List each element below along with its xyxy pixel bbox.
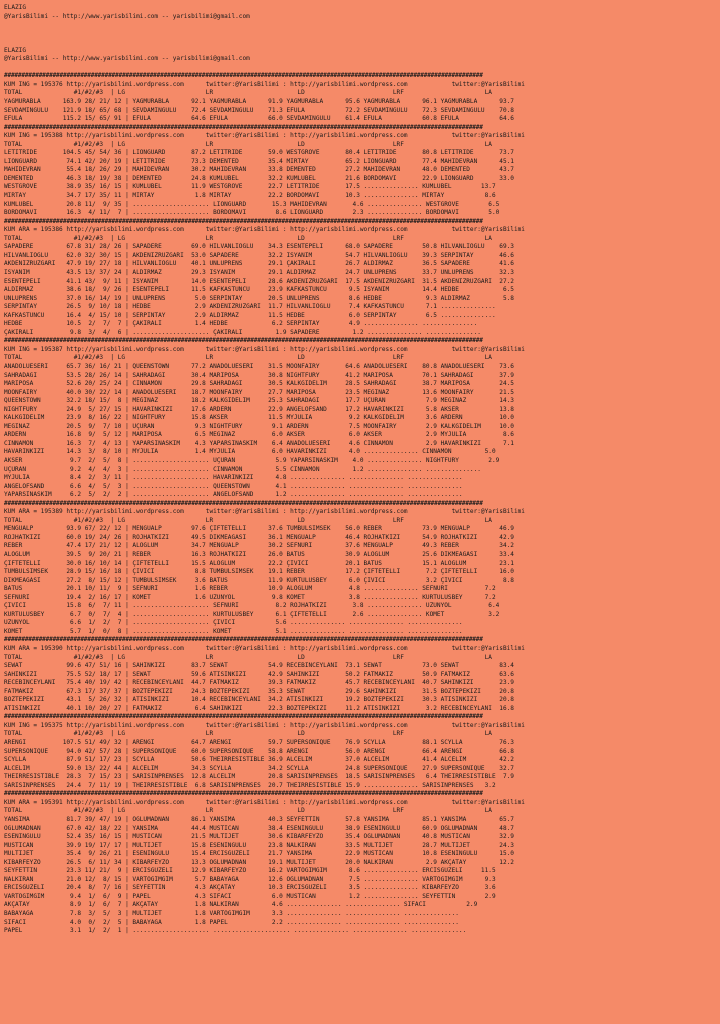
text-line: ÇAKIRALI 9.8 3/ 4/ 6 | ..................... ÇAKIRALI 1.9 SAPADERE 1.2 ............... ...............	[4, 328, 481, 336]
text-line: ÜNLÜPRENS 37.0 16/ 14/ 19 | ÜNLÜPRENS 5.0 SERPINTAY 20.5 ÜNLÜPRENS 8.6 HEDBE 9.3 ALDIRMAZ 5.8	[4, 294, 514, 302]
text-line: ISYANIM 43.5 13/ 37/ 24 | ALDIRMAZ 29.3 ISYANIM 29.1 ALDIRMAZ 24.7 ÜNLÜPRENS 33.7 ÜNLÜPRENS 32.3	[4, 268, 514, 276]
text-line: KUM ARA = 195390 http://yarisbilimi.wordpress.com twitter:@YarisBilimi : http://yarisbilimi.wordpress.com twitter:@YarisBilimi	[4, 645, 525, 653]
text-line: SAHRADAGI 53.5 28/ 26/ 14 | SAHRADAGI 30.4 MARIPOSA 30.8 NIGHTFURY 41.2 MARIPOSA 70.1 SAHRADAGI 37.9	[4, 371, 514, 379]
text-line: KUMLUBEL 20.8 11/ 9/ 35 | ..................... LIONGUARD 15.3 MAHIDEVRAN 4.6 ............... WESTGROVE 6.5	[4, 200, 500, 208]
text-line: BABAYAGA 7.8 3/ 5/ 3 | MULTIJET 1.8 VARTOGIMGIM 3.3 ............... ............... ...............	[4, 909, 459, 917]
text-line: AKDENIZRÜZGARI 47.9 19/ 27/ 18 | HILVANLIOGLU 40.1 ÜNLÜPRENS 29.1 ÇAKIRALI 26.7 ALDIRMAZ 36.5 SAPADERE 41.6	[4, 260, 514, 268]
text-line: KIBARFEYZO 26.5 6/ 11/ 34 | KIBARFEYZO 13.3 OGLUMADNAN 19.1 MULTIJET 20.0 NALKIRAN 2.9 AKÇATAY 12.2	[4, 858, 514, 866]
text-line: QUEENSTOWN 32.2 18/ 15/ 8 | MEGINAZ 18.2 KALKGIDELIM 25.3 SAHRADAGI 17.7 UÇURAN 7.9 MEGINAZ 14.3	[4, 397, 514, 405]
text-line: ARENGI 107.5 51/ 49/ 32 | ARENGI 64.7 ARENGI 59.7 SUPERSONIQUE 76.9 SCYLLA 88.1 SCYLLA 76.3	[4, 739, 514, 747]
separator-line: ##########################################################################################################################################	[4, 337, 483, 345]
text-line: KUM ING = 195375 http://yarisbilimi.wordpress.com twitter:@YarisBilimi : http://yarisbilimi.wordpress.com twitter:@YarisBilimi	[4, 721, 525, 729]
text-line: BOZTEPEKIZI 43.1 5/ 26/ 32 | ATISINKIZI 10.4 RECEBINCEYLANI 34.2 ATISINKIZI 19.2 BOZTEPEKIZI 30.3 ATISINKIZI 20.8	[4, 696, 514, 704]
text-line: HAVARINKIZI 14.3 3/ 8/ 10 | MYJULIA 1.4 MYJULIA 6.0 HAVARINKIZI 4.0 ............... CINNAMON 5.0	[4, 448, 496, 456]
text-line: UZUNYOL 6.6 1/ 2/ 7 | ..................... ÇIVICI 5.6 ............... ............... ...............	[4, 619, 463, 627]
text-line: ERCISGÜZELI 20.4 8/ 7/ 16 | SEYFETTIN 4.3 AKÇATAY 10.3 ERCISGÜZELI 3.5 ............... KIBARFEYZO 3.6	[4, 884, 496, 892]
text-line: TOTAL #1/#2/#3 | LG LR LD LRF LA	[4, 730, 492, 738]
text-line: CINNAMON 16.3 7/ 4/ 13 | YAPARSINASKIM 4.3 YAPARSINASKIM 6.4 ANADOLUESERI 4.6 CINNAMON 2.9 HAVARINKIZI 7.1	[4, 439, 514, 447]
text-line: HEDBE 10.5 2/ 7/ 7 | ÇAKIRALI 1.4 HEDBE 6.2 SERPINTAY 4.9 ............... ...............	[4, 320, 478, 328]
text-line: KUM ARA = 195391 http://yarisbilimi.wordpress.com twitter:@YarisBilimi : http://yarisbilimi.wordpress.com twitter:@YarisBilimi	[4, 798, 525, 806]
text-line: REBER 47.4 17/ 21/ 12 | ALOGLUM 34.7 MENGÜALP 30.2 SEFNURI 37.6 MENGÜALP 49.3 REBER 34.2	[4, 542, 514, 550]
text-line: ALDIRMAZ 38.6 18/ 9/ 26 | ESENTEPELI 11.5 KAFKASTUNCU 23.9 KAFKASTUNCU 9.5 ISYANIM 14.4 HEDBE 6.5	[4, 286, 514, 294]
text-line: DIKMEAGASI 27.2 8/ 15/ 12 | TUMBULSIMSEK 3.6 BATUS 11.9 KURTULUSBEY 6.0 ÇIVICI 3.2 ÇIVICI 8.8	[4, 576, 514, 584]
text-line: PAPEL 3.1 1/ 2/ 1 | ..................... ..................... ............... ............... ...............	[4, 927, 467, 935]
text-line: ELAZIG	[4, 4, 27, 11]
text-line	[4, 30, 716, 39]
text-line: SIFACI 4.0 0/ 2/ 5 | BABAYAGA 1.8 PAPEL 2.2 ............... ............... ...............	[4, 918, 459, 926]
separator-line: ##########################################################################################################################################	[4, 72, 483, 80]
text-line: DEMENTED 46.3 18/ 19/ 38 | DEMENTED 24.8 KUMLUBEL 32.2 KUMLUBEL 21.6 BORDOMAVI 22.9 LIONGUARD 33.0	[4, 174, 514, 182]
text-line: TOTAL #1/#2/#3 | LG LR LD LRF LA	[4, 140, 492, 148]
text-line: THEIRRESISTIBLE 28.3 7/ 15/ 23 | SARISINPRENSES 12.8 ALCELIM 20.8 SARISINPRENSES 18.5 SARISINPRENSES 6.4 THEIRRESISTIBLE 7.9	[4, 773, 514, 781]
text-line: RECEBINCEYLANI 75.4 40/ 19/ 42 | RECEBINCEYLANI 44.7 FATMAKIZ 39.3 FATMAKIZ 45.7 RECEBINCEYLANI 40.7 SAHINKIZI 23.9	[4, 679, 514, 687]
text-line: SARISINPRENSES 24.4 7/ 11/ 19 | THEIRRESISTIBLE 6.8 SARISINPRENSES 20.7 THEIRRESISTIBLE 15.9 ............... SARISINPRENSES 3.2	[4, 781, 496, 789]
text-line: KUM ARA = 195389 http://yarisbilimi.wordpress.com twitter:@YarisBilimi : http://yarisbilimi.wordpress.com twitter:@YarisBilimi	[4, 508, 525, 516]
text-line: ALOGLUM 39.5 9/ 20/ 21 | REBER 16.3 ROJHATKIZI 26.0 BATUS 30.9 ALOGLUM 25.6 DIKMEAGASI 33.4	[4, 551, 514, 558]
text-line: LIONGUARD 74.1 42/ 20/ 19 | LETITRIDE 73.3 DEMENTED 35.4 MIRTAY 65.2 LIONGUARD 77.4 MAHIDEVRAN 45.1	[4, 157, 514, 165]
text-line: KOMET 5.7 1/ 0/ 8 | ..................... KOMET 5.1 ............... ............... ...............	[4, 627, 463, 635]
text-line: SERPINTAY 26.5 9/ 10/ 18 | HEDBE 2.9 AKDENIZRÜZGARI 11.7 HILVANLIOGLU 7.4 KAFKASTUNCU 7.1 ...............	[4, 303, 496, 311]
text-line: LETITRIDE 104.5 45/ 54/ 36 | LIONGUARD 87.2 LETITRIDE 59.0 WESTGROVE 80.4 LETITRIDE 80.8 LETITRIDE 73.7	[4, 149, 514, 157]
text-line: TOTAL #1/#2/#3 | LG LR LD LRF LA	[4, 653, 492, 661]
text-line: SEYFETTIN 23.3 11/ 21/ 9 | ERCISGÜZELI 12.9 KIBARFEYZO 16.2 VARTOGIMGIM 8.6 ............... ERCISGÜZELI 11.5	[4, 867, 496, 875]
text-line: ÇIVICI 15.8 6/ 7/ 11 | ..................... SEFNURI 8.2 ROJHATKIZI 3.8 ............... UZUNYOL 6.4	[4, 602, 500, 610]
text-line: KUM ARA = 195386 http://yarisbilimi.wordpress.com twitter:@YarisBilimi : http://yarisbilimi.wordpress.com twitter:@YarisBilimi	[4, 226, 525, 234]
text-line	[4, 21, 716, 30]
text-line: TOTAL #1/#2/#3 | LG LR LD LRF LA	[4, 234, 492, 242]
text-line: ÇIFTETELLI 30.0 16/ 10/ 14 | ÇIFTETELLI 15.5 ALOGLUM 22.2 ÇIVICI 20.1 BATUS 15.1 ALOGLUM 23.1	[4, 559, 514, 567]
text-line: YANSIMA 81.7 39/ 47/ 19 | OGLUMADNAN 86.1 YANSIMA 40.3 SEYFETTIN 57.8 YANSIMA 85.1 YANSIMA 65.7	[4, 815, 514, 823]
text-line: TUMBULSIMSEK 28.9 15/ 16/ 18 | ÇIVICI 8.8 TUMBULSIMSEK 19.1 REBER 17.2 ÇIFTETELLI 7.2 ÇIFTETELLI 16.0	[4, 568, 514, 576]
text-line	[4, 64, 716, 73]
text-line	[4, 38, 716, 47]
text-line: KURTULUSBEY 6.7 0/ 7/ 4 | ..................... KURTULUSBEY 6.1 ÇIFTETELLI 2.6 ............... KOMET 3.2	[4, 610, 500, 618]
text-line: ANGELOFSAND 6.6 4/ 5/ 3 | ..................... QUEENSTOWN 4.1 ............... ............... ...............	[4, 482, 463, 490]
text-line: FATMAKIZ 67.3 17/ 37/ 37 | BOZTEPEKIZI 24.3 BOZTEPEKIZI 35.3 SEWAT 29.6 SAHINKIZI 31.5 BOZTEPEKIZI 20.8	[4, 687, 514, 695]
text-line: MENGÜALP 93.9 67/ 22/ 12 | MENGÜALP 97.6 ÇIFTETELLI 37.6 TUMBULSIMSEK 56.0 REBER 73.9 MENGÜALP 46.9	[4, 525, 514, 533]
text-line: SAHINKIZI 75.5 52/ 18/ 17 | SEWAT 59.6 ATISINKIZI 42.9 SAHINKIZI 50.2 FATMAKIZ 50.9 FATMAKIZ 63.6	[4, 670, 514, 678]
text-line: ATISINKIZI 40.1 10/ 20/ 27 | FATMAKIZ 6.4 SAHINKIZI 22.3 BOZTEPEKIZI 11.2 ATISINKIZI 3.2 RECEBINCEYLANI 16.8	[4, 704, 514, 712]
text-line: YAPARSINASKIM 6.2 5/ 2/ 2 | ..................... ANGELOFSAND 1.2 ............... ............... ...............	[4, 491, 463, 499]
text-line: MOONFAIRY 40.0 30/ 22/ 14 | ANADOLUESERI 18.7 MOONFAIRY 27.7 MARIPOSA 23.5 MEGINAZ 13.6 MOONFAIRY 21.5	[4, 388, 514, 396]
text-line: AKSER 9.7 2/ 5/ 8 | ..................... UÇURAN 5.9 YAPARSINASKIM 4.0 ............... NIGHTFURY 2.9	[4, 456, 500, 464]
text-line: @YarisBilimi -- http://www.yarisbilimi.com -- yarisbilimi@gmail.com	[4, 12, 250, 20]
text-line: SAPADERE 67.8 31/ 28/ 26 | SAPADERE 69.0 HILVANLIOGLU 34.3 ESENTEPELI 68.0 SAPADERE 50.8 HILVANLIOGLU 69.3	[4, 243, 514, 251]
text-line: @YarisBilimi -- http://www.yarisbilimi.com -- yarisbilimi@gmail.com	[4, 55, 250, 63]
text-line: ALCELIM 59.0 13/ 22/ 44 | ALCELIM 34.3 SCYLLA 34.2 SCYLLA 24.8 SUPERSONIQUE 27.9 SUPERSONIQUE 32.7	[4, 764, 514, 772]
text-line: MIRTAY 34.7 17/ 35/ 11 | MIRTAY 1.8 MIRTAY 22.2 BORDOMAVI 10.3 ............... MIRTAY 8.6	[4, 192, 496, 200]
text-line: SEFNURI 19.4 2/ 16/ 17 | KOMET 1.6 UZUNYOL 9.8 KOMET 3.8 ............... KURTULUSBEY 7.2	[4, 593, 496, 601]
separator-line: ##########################################################################################################################################	[4, 499, 483, 507]
separator-line: ##########################################################################################################################################	[4, 123, 483, 131]
text-line: SCYLLA 87.9 51/ 17/ 23 | SCYLLA 50.6 THEIRRESISTIBLE 36.9 ALCELIM 37.0 ALCELIM 41.4 ALCELIM 42.2	[4, 756, 514, 764]
text-line: UÇURAN 9.2 4/ 4/ 3 | ..................... CINNAMON 5.5 CINNAMON 1.2 ............... ...............	[4, 465, 481, 473]
text-line: SUPERSONIQUE 94.0 42/ 57/ 28 | SUPERSONIQUE 60.0 SUPERSONIQUE 58.8 ARENGI 56.0 ARENGI 66.4 ARENGI 66.8	[4, 747, 514, 755]
text-line: HILVANLIOGLU 62.0 32/ 30/ 15 | AKDENIZRÜZGARI 53.0 SAPADERE 32.2 ISYANIM 54.7 HILVANLIOGLU 39.3 SERPINTAY 46.6	[4, 251, 514, 259]
text-line: MEGINAZ 20.5 9/ 7/ 10 | UÇURAN 9.3 NIGHTFURY 9.1 ARDERN 7.5 MOONFAIRY 2.9 KALKGIDELIM 10.0	[4, 422, 514, 430]
text-line: SEWAT 99.6 47/ 51/ 16 | SAHINKIZI 83.7 SEWAT 54.9 RECEBINCEYLANI 73.1 SEWAT 73.0 SEWAT 83.4	[4, 662, 514, 670]
text-line: OGLUMADNAN 67.0 42/ 18/ 22 | YANSIMA 44.4 MUSTICAN 38.4 ESENINGÜLÜ 38.9 ESENINGÜLÜ 60.9 OGLUMADNAN 48.7	[4, 824, 514, 832]
text-line: SEVDAMINGÜLÜ 121.9 18/ 65/ 68 | SEVDAMINGÜLÜ 72.4 SEVDAMINGÜLÜ 71.3 EFULA 72.2 SEVDAMINGÜLÜ 72.3 SEVDAMINGÜLÜ 70.8	[4, 106, 514, 114]
text-line: ARDERN 16.8 9/ 5/ 12 | MARIPOSA 6.5 MEGINAZ 6.0 AKSER 6.0 AKSER 2.9 MYJULIA 8.6	[4, 431, 514, 439]
text-line: NIGHTFURY 24.9 5/ 27/ 15 | HAVARINKIZI 17.6 ARDERN 22.9 ANGELOFSAND 17.2 HAVARINKIZI 5.8 AKSER 13.8	[4, 405, 514, 413]
text-line: KALKGIDELIM 23.9 8/ 16/ 22 | NIGHTFURY 15.8 AKSER 11.5 MYJULIA 9.2 KALKGIDELIM 3.6 ARDERN 10.0	[4, 414, 514, 422]
text-line: BATUS 20.1 10/ 11/ 9 | SEFNURI 1.6 REBER 10.9 ALOGLUM 4.8 ............... SEFNURI 7.2	[4, 585, 496, 593]
text-line: KUM ING = 195376 http://yarisbilimi.wordpress.com twitter:@YarisBilimi : http://yarisbilimi.wordpress.com twitter:@YarisBilimi	[4, 80, 525, 88]
text-line: NALKIRAN 21.0 12/ 8/ 15 | VARTOGIMGIM 5.7 BABAYAGA 12.6 OGLUMADNAN 7.5 ............... VARTOGIMGIM 9.3	[4, 875, 496, 883]
text-line: ANADOLUESERI 65.7 36/ 16/ 21 | QUEENSTOWN 77.2 ANADOLUESERI 31.5 MOONFAIRY 64.6 ANADOLUESERI 80.8 ANADOLUESERI 73.6	[4, 362, 514, 370]
text-line: KAFKASTUNCU 16.4 4/ 15/ 10 | SERPINTAY 2.9 ALDIRMAZ 11.5 HEDBE 6.0 SERPINTAY 6.5 ...............	[4, 311, 496, 319]
text-line: EFULA 115.2 15/ 65/ 91 | EFULA 64.6 EFULA 66.0 SEVDAMINGÜLÜ 61.4 EFULA 60.8 EFULA 64.6	[4, 115, 514, 123]
text-line: ELAZIG	[4, 46, 27, 54]
text-line: TOTAL #1/#2/#3 | LG LR LD LRF LA	[4, 807, 492, 815]
text-line: WESTGROVE 38.9 35/ 16/ 15 | KUMLUBEL 11.9 WESTGROVE 22.7 LETITRIDE 17.5 ............... KUMLUBEL 13.7	[4, 183, 496, 191]
separator-line: ##########################################################################################################################################	[4, 217, 483, 225]
separator-line: ##########################################################################################################################################	[4, 713, 483, 721]
separator-line: ##########################################################################################################################################	[4, 790, 483, 798]
text-line: MYJULIA 8.4 2/ 3/ 11 | ..................... HAVARINKIZI 4.8 ............... ............... ...............	[4, 474, 463, 482]
text-line: AKÇATAY 8.9 1/ 6/ 7 | AKÇATAY 1.8 NALKIRAN 4.6 ............... ............... SIFACI 2.9	[4, 901, 478, 909]
text-line: MARIPOSA 52.6 20/ 25/ 24 | CINNAMON 29.8 SAHRADAGI 30.5 KALKGIDELIM 28.5 SAHRADAGI 38.7 MARIPOSA 24.5	[4, 380, 514, 388]
text-line: ESENTEPELI 41.1 43/ 9/ 11 | ISYANIM 14.0 ESENTEPELI 28.6 AKDENIZRÜZGARI 17.5 AKDENIZRÜZGARI 31.5 AKDENIZRÜZGARI 27.2	[4, 277, 514, 285]
text-line: BORDOMAVI 16.3 4/ 11/ 7 | ..................... BORDOMAVI 8.6 LIONGUARD 2.3 ............... BORDOMAVI 5.0	[4, 209, 500, 217]
text-line: MUSTICAN 39.9 19/ 17/ 17 | MULTIJET 15.8 ESENINGÜLÜ 23.8 NALKIRAN 33.5 MULTIJET 28.7 MULTIJET 24.3	[4, 841, 514, 849]
text-line: ROJHATKIZI 60.0 19/ 24/ 26 | ROJHATKIZI 49.5 DIKMEAGASI 36.1 MENGÜALP 46.4 ROJHATKIZI 54.9 ROJHATKIZI 42.9	[4, 533, 514, 541]
text-line: MULTIJET 35.4 9/ 26/ 21 | ESENINGÜLÜ 15.4 ERCISGÜZELI 21.7 YANSIMA 22.9 MUSTICAN 10.8 ESENINGÜLÜ 15.0	[4, 850, 514, 858]
separator-line: ##########################################################################################################################################	[4, 636, 483, 644]
text-line: ESENINGÜLÜ 52.4 35/ 16/ 15 | MUSTICAN 21.5 MULTIJET 30.6 KIBARFEYZO 35.4 OGLUMADNAN 40.8 MUSTICAN 32.9	[4, 833, 514, 841]
text-line: TOTAL #1/#2/#3 | LG LR LD LRF LA	[4, 516, 492, 524]
text-line: VARTOGIMGIM 9.4 1/ 6/ 9 | PAPEL 4.3 SIFACI 6.0 MUSTICAN 1.2 ............... SEYFETTIN 2.9	[4, 892, 496, 900]
text-line: TOTAL #1/#2/#3 | LG LR LD LRF LA	[4, 354, 492, 362]
text-line: TOTAL #1/#2/#3 | LG LR LD LRF LA	[4, 89, 492, 97]
text-line: KUM ING = 195387 http://yarisbilimi.wordpress.com twitter:@YarisBilimi : http://yarisbilimi.wordpress.com twitter:@YarisBilimi	[4, 345, 525, 353]
text-line: MAHIDEVRAN 55.4 18/ 26/ 29 | MAHIDEVRAN 30.2 MAHIDEVRAN 33.8 DEMENTED 27.2 MAHIDEVRAN 48.0 DEMENTED 43.7	[4, 166, 514, 174]
text-line: YAGMURABLA 163.9 28/ 21/ 12 | YAGMURABLA 92.1 YAGMURABLA 91.9 YAGMURABLA 95.6 YAGMURABLA 96.1 YAGMURABLA 93.7	[4, 98, 514, 106]
text-line: KUM ING = 195388 http://yarisbilimi.wordpress.com twitter:@YarisBilimi : http://yarisbilimi.wordpress.com twitter:@YarisBilimi	[4, 132, 525, 140]
